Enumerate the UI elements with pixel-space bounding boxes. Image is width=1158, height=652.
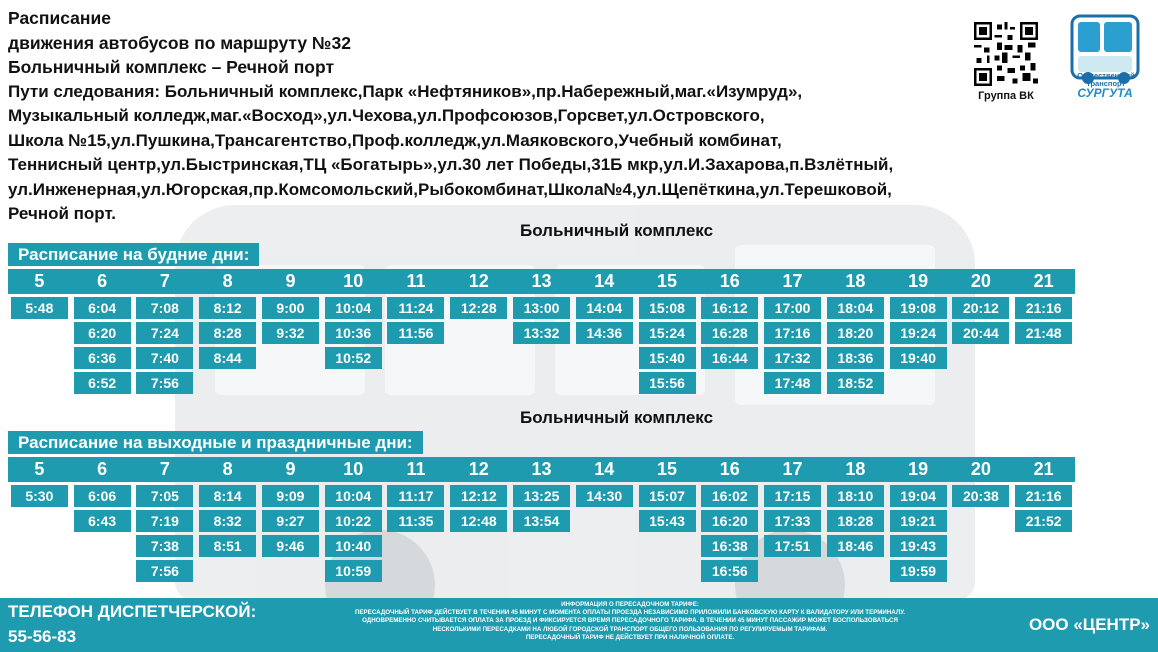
hour-header: 13: [531, 271, 552, 291]
departure-time: 9:00: [262, 297, 319, 319]
departure-time: 14:36: [576, 322, 633, 344]
departure-time: 15:56: [639, 372, 696, 394]
departure-time: 6:43: [74, 510, 131, 532]
hour-header: 21: [1033, 271, 1054, 291]
hour-header: 5: [34, 459, 45, 479]
hour-column: [71, 485, 134, 585]
weekend-stop-name: Больничный комплекс: [520, 408, 714, 427]
departure-time: 11:56: [387, 322, 444, 344]
departure-time: 17:15: [764, 485, 821, 507]
qr-code-icon[interactable]: [974, 22, 1038, 86]
hour-header: 13: [531, 459, 552, 479]
departure-time: 14:04: [576, 297, 633, 319]
departure-time: 9:27: [262, 510, 319, 532]
departure-time: 8:12: [199, 297, 256, 319]
departure-time: 15:07: [639, 485, 696, 507]
departure-time: 12:28: [450, 297, 507, 319]
departure-time: 15:08: [639, 297, 696, 319]
hour-column: [322, 297, 385, 397]
departure-time: 6:20: [74, 322, 131, 344]
weekend-schedule-label: Расписание на выходные и праздничные дни:: [8, 431, 423, 454]
hour-header: 12: [468, 459, 489, 479]
hour-column: [761, 485, 824, 585]
departure-time: 18:28: [827, 510, 884, 532]
departure-time: 9:32: [262, 322, 319, 344]
departure-time: 17:48: [764, 372, 821, 394]
schedule-title: [8, 6, 968, 80]
departure-time: 10:40: [325, 535, 382, 557]
hour-column: [385, 297, 448, 397]
hour-column: [196, 297, 259, 397]
hour-column: [824, 485, 887, 585]
departure-time: 11:35: [387, 510, 444, 532]
departure-time: 19:43: [890, 535, 947, 557]
departure-time: 15:43: [639, 510, 696, 532]
departure-time: 8:28: [199, 322, 256, 344]
weekend-timetable: [8, 457, 1075, 585]
company-name: ООО «ЦЕНТР»: [1028, 615, 1150, 634]
departure-time: 19:24: [890, 322, 947, 344]
route-line: Теннисный центр,ул.Быстринская,ТЦ «Богатырь»,ул.30 лет Победы,31Б мкр,ул.И.Захарова,п.Взлётный,: [8, 155, 894, 174]
departure-time: 18:10: [827, 485, 884, 507]
info-line: НЕСКОЛЬКИМИ ПЕРЕСАДКАМИ НА ЛЮБОЙ ГОРОДСКОЙ ТРАНСПОРТ ОБЩЕГО ПОЛЬЗОВАНИЯ ПО РЕГУЛИРУЕМЫМ ТАРИФАМ.: [432, 625, 828, 633]
departure-time: 16:28: [701, 322, 758, 344]
departure-time: 18:20: [827, 322, 884, 344]
departure-time: 10:22: [325, 510, 382, 532]
departure-time: 13:32: [513, 322, 570, 344]
hour-header: 18: [845, 459, 866, 479]
hour-header: 16: [719, 271, 740, 291]
departure-time: 17:16: [764, 322, 821, 344]
hour-header: 6: [97, 271, 108, 291]
departure-time: 5:48: [11, 297, 68, 319]
hour-header: 20: [970, 459, 991, 479]
logo-city: СУРГУТА: [1077, 86, 1133, 100]
departure-time: 17:00: [764, 297, 821, 319]
route-line: ул.Инженерная,ул.Югорская,пр.Комсомольский,Рыбокомбинат,Школа№4,ул.Щепёткина,ул.Терешковой,: [8, 179, 892, 199]
hour-header: 19: [908, 271, 929, 291]
qr-label: Группа ВК: [978, 90, 1034, 102]
departure-time: 10:36: [325, 322, 382, 344]
departure-time: 13:00: [513, 297, 570, 319]
hour-header: 10: [343, 271, 364, 291]
hour-column: [887, 297, 950, 397]
footer: [0, 598, 1158, 652]
departure-time: 8:32: [199, 510, 256, 532]
departure-time: 19:21: [890, 510, 947, 532]
departure-time: 6:52: [74, 372, 131, 394]
departure-time: 20:12: [952, 297, 1009, 319]
info-line: ПЕРЕСАДОЧНЫЙ ТАРИФ НЕ ДЕЙСТВУЕТ ПРИ НАЛИЧНОЙ ОПЛАТЕ.: [525, 633, 735, 641]
hour-column: [259, 297, 322, 397]
departure-time: 7:24: [136, 322, 193, 344]
hour-column: [385, 485, 448, 585]
departure-time: 19:40: [890, 347, 947, 369]
departure-time: 20:38: [952, 485, 1009, 507]
departure-time: 16:20: [701, 510, 758, 532]
times-columns: [8, 297, 1075, 397]
departure-time: 18:52: [827, 372, 884, 394]
departure-time: 11:17: [387, 485, 444, 507]
dispatcher-phone[interactable]: 55-56-83: [8, 627, 77, 646]
departure-time: 19:04: [890, 485, 947, 507]
departure-time: 7:56: [136, 372, 193, 394]
departure-time: 8:44: [199, 347, 256, 369]
hour-header: 8: [222, 271, 233, 291]
departure-time: 6:06: [74, 485, 131, 507]
departure-time: 10:04: [325, 297, 382, 319]
hour-column: [949, 485, 1012, 585]
hour-header: 19: [908, 459, 929, 479]
departure-time: 7:38: [136, 535, 193, 557]
route-line: Речной порт.: [8, 204, 117, 223]
info-line: ПЕРЕСАДОЧНЫЙ ТАРИФ ДЕЙСТВУЕТ В ТЕЧЕНИИ 45 МИНУТ С МОМЕНТА ОПЛАТЫ ПРОЕЗДА НЕЗАВИСИМО ПРИЛОЖИЛИ БАНКОВСКУЮ КАРТУ К ВАЛИДАТОРУ ИЛИ ТЕРМИНАЛУ.: [354, 609, 905, 617]
hour-header: 11: [406, 459, 426, 479]
hour-header: 14: [594, 459, 615, 479]
hour-header: 7: [159, 459, 170, 479]
title-line: Расписание: [8, 8, 111, 28]
departure-time: 7:40: [136, 347, 193, 369]
departure-time: 10:59: [325, 560, 382, 582]
departure-time: 9:09: [262, 485, 319, 507]
hour-column: [447, 297, 510, 397]
hour-header: 20: [970, 271, 991, 291]
departure-time: 16:02: [701, 485, 758, 507]
hour-header: 6: [97, 459, 108, 479]
hour-header: 9: [285, 271, 296, 291]
hour-header: 10: [343, 459, 364, 479]
departure-time: 11:24: [387, 297, 444, 319]
transfer-tariff-info: [280, 601, 980, 642]
route-line: Школа №15,ул.Пушкина,Трансагентство,Проф.колледж,ул.Маяковского,Учебный комбинат,: [8, 130, 782, 150]
hour-column: [824, 297, 887, 397]
hour-column: [1012, 297, 1075, 397]
departure-time: 15:40: [639, 347, 696, 369]
times-columns: [8, 485, 1075, 585]
hour-column: [573, 297, 636, 397]
hour-column: [8, 297, 71, 397]
departure-time: 18:04: [827, 297, 884, 319]
hour-column: [510, 297, 573, 397]
hour-column: [8, 485, 71, 585]
hour-header: 14: [594, 271, 615, 291]
hour-header: 17: [782, 459, 803, 479]
departure-time: 7:56: [136, 560, 193, 582]
hour-column: [698, 485, 761, 585]
departure-time: 6:36: [74, 347, 131, 369]
hour-column: [134, 485, 197, 585]
departure-time: 17:32: [764, 347, 821, 369]
departure-time: 13:25: [513, 485, 570, 507]
departure-time: 13:54: [513, 510, 570, 532]
hour-header: 16: [719, 459, 740, 479]
header: [8, 6, 968, 227]
departure-time: 8:14: [199, 485, 256, 507]
departure-time: 9:46: [262, 535, 319, 557]
weekday-schedule-label: Расписание на будние дни:: [8, 243, 259, 266]
hour-column: [698, 297, 761, 397]
hour-column: [636, 297, 699, 397]
departure-time: 7:05: [136, 485, 193, 507]
hour-column: [636, 485, 699, 585]
hour-header: 5: [34, 271, 45, 291]
hour-header: 15: [657, 459, 678, 479]
hour-column: [447, 485, 510, 585]
hour-column: [1012, 485, 1075, 585]
title-line: движения автобусов по маршруту №32: [8, 32, 351, 53]
departure-time: 15:24: [639, 322, 696, 344]
logo-caption: Общественный транспорт: [1077, 71, 1135, 88]
departure-time: 7:08: [136, 297, 193, 319]
hour-header: 21: [1033, 459, 1054, 479]
hour-column: [510, 485, 573, 585]
departure-time: 6:04: [74, 297, 131, 319]
departure-time: 10:04: [325, 485, 382, 507]
hour-column: [259, 485, 322, 585]
route-line: Пути следования: Больничный комплекс,Парк «Нефтяников»,пр.Набережный,маг.«Изумруд»,: [8, 81, 803, 101]
hour-column: [573, 485, 636, 585]
departure-time: 20:44: [952, 322, 1009, 344]
qr-block: [972, 22, 1040, 102]
hour-header: 12: [468, 271, 489, 291]
weekday-timetable: [8, 269, 1075, 397]
title-line: Больничный комплекс – Речной порт: [8, 57, 335, 77]
departure-time: 16:12: [701, 297, 758, 319]
info-line: ИНФОРМАЦИЯ О ПЕРЕСАДОЧНОМ ТАРИФЕ:: [561, 601, 699, 608]
hour-header: 7: [159, 271, 170, 291]
departure-time: 18:46: [827, 535, 884, 557]
dispatcher-phone-label: ТЕЛЕФОН ДИСПЕТЧЕРСКОЙ:: [8, 602, 257, 621]
departure-time: 21:52: [1015, 510, 1072, 532]
hour-header-row: [8, 269, 1075, 294]
departure-time: 10:52: [325, 347, 382, 369]
departure-time: 5:30: [11, 485, 68, 507]
hour-header: 18: [845, 271, 866, 291]
hour-column: [196, 485, 259, 585]
weekday-stop-name: Больничный комплекс: [520, 221, 714, 240]
hour-header-row: [8, 457, 1075, 482]
departure-time: 8:51: [199, 535, 256, 557]
hour-header: 15: [657, 271, 678, 291]
departure-time: 7:19: [136, 510, 193, 532]
departure-time: 16:38: [701, 535, 758, 557]
departure-time: 21:16: [1015, 297, 1072, 319]
hour-header: 17: [782, 271, 803, 291]
hour-column: [134, 297, 197, 397]
departure-time: 12:48: [450, 510, 507, 532]
departure-time: 16:44: [701, 347, 758, 369]
hour-column: [761, 297, 824, 397]
departure-time: 12:12: [450, 485, 507, 507]
route-line: Музыкальный колледж,маг.«Восход»,ул.Чехова,ул.Профсоюзов,Горсвет,ул.Островского,: [8, 106, 765, 125]
hour-header: 8: [222, 459, 233, 479]
hour-header: 9: [285, 459, 296, 479]
departure-time: 17:33: [764, 510, 821, 532]
hour-column: [949, 297, 1012, 397]
route-description: [8, 80, 968, 227]
departure-time: 19:59: [890, 560, 947, 582]
hour-column: [887, 485, 950, 585]
departure-time: 16:56: [701, 560, 758, 582]
departure-time: 21:48: [1015, 322, 1072, 344]
departure-time: 19:08: [890, 297, 947, 319]
info-line: ОДНОВРЕМЕННО СЧИТЫВАЕТСЯ ОПЛАТА ЗА ПРОЕЗД И ФИКСИРУЕТСЯ ВРЕМЯ ПЕРЕСАДОЧНОГО ТАРИФА. В ТЕЧЕНИИ 45 МИНУТ ПАССАЖИР МОЖЕТ ВОСПОЛЬЗОВАТЬСЯ: [362, 617, 898, 625]
hour-column: [71, 297, 134, 397]
departure-time: 17:51: [764, 535, 821, 557]
hour-column: [322, 485, 385, 585]
departure-time: 14:30: [576, 485, 633, 507]
departure-time: 21:16: [1015, 485, 1072, 507]
departure-time: 18:36: [827, 347, 884, 369]
hour-header: 11: [406, 271, 426, 291]
